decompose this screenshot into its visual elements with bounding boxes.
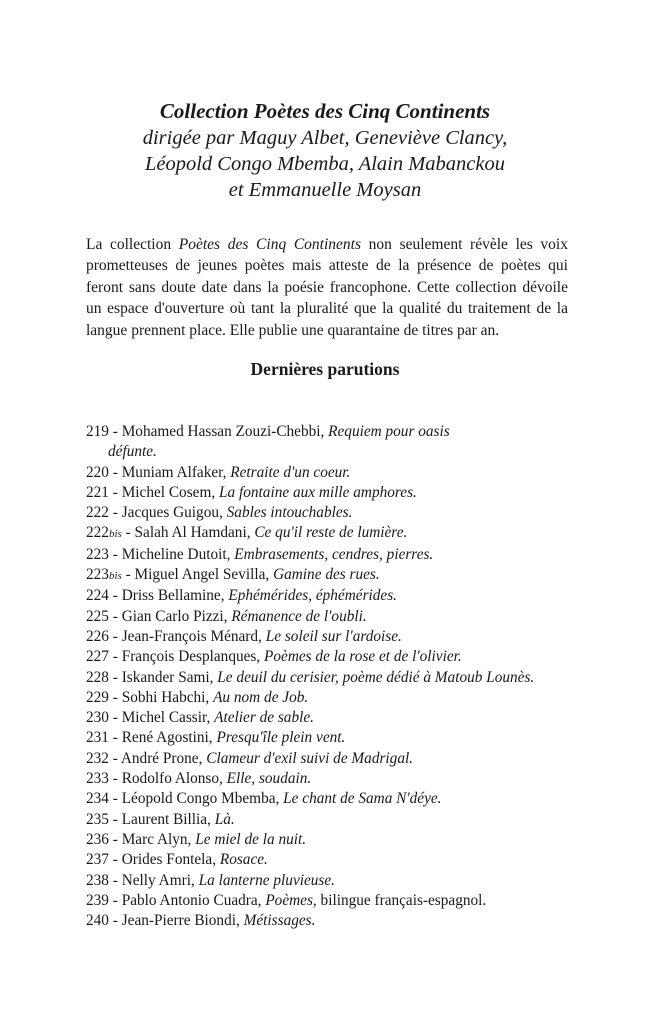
entry-title: Elle, soudain. bbox=[226, 770, 312, 788]
entry-number: 231 bbox=[86, 729, 109, 747]
entry-number: 223 bbox=[86, 545, 109, 563]
entry-number: 227 bbox=[86, 648, 109, 666]
entry-author: Iskander Sami, bbox=[121, 668, 214, 686]
entry-extra: bilingue français-espagnol. bbox=[316, 891, 487, 909]
entry-author: Salah Al Hamdani, bbox=[134, 524, 251, 542]
entry-author: Muniam Alfaker, bbox=[121, 463, 227, 481]
list-item: 226 - Jean-François Ménard, Le soleil sur l'ardoise. bbox=[86, 627, 402, 645]
entry-number: 224 bbox=[86, 587, 109, 605]
entry-title-continuation: défunte. bbox=[108, 443, 157, 461]
entry-number: 237 bbox=[86, 851, 109, 869]
list-item: 225 - Gian Carlo Pizzi, Rémanence de l'oubli. bbox=[86, 607, 367, 625]
entry-title: Ephémérides, éphémérides. bbox=[228, 587, 397, 605]
entry-number: 226 bbox=[86, 627, 109, 645]
entry-number: 239 bbox=[86, 891, 109, 909]
entry-title: Métissages. bbox=[243, 912, 316, 930]
entry-author: Michel Cassir, bbox=[121, 709, 211, 727]
editors-line-2: Léopold Congo Mbemba, Alain Mabanckou bbox=[144, 153, 506, 175]
entry-title: Ce qu'il reste de lumière. bbox=[254, 524, 408, 542]
entry-author: Driss Bellamine, bbox=[121, 587, 225, 605]
collection-description bbox=[86, 234, 568, 342]
entry-author: Mohamed Hassan Zouzi-Chebbi, bbox=[121, 423, 325, 440]
entry-title: Requiem pour oasis bbox=[328, 423, 450, 440]
list-item: 236 - Marc Alyn, Le miel de la nuit. bbox=[86, 830, 307, 848]
entry-author: Sobhi Habchi, bbox=[121, 688, 210, 706]
intro-part-1: La collection bbox=[86, 235, 179, 253]
entry-title: Atelier de sable. bbox=[214, 709, 314, 727]
entry-title: Le miel de la nuit. bbox=[195, 830, 307, 848]
entry-author: Gian Carlo Pizzi, bbox=[121, 607, 228, 625]
entry-number: 228 bbox=[86, 668, 109, 686]
entry-title: Retraite d'un coeur. bbox=[230, 463, 351, 481]
collection-header bbox=[0, 97, 650, 203]
list-item: 220 - Muniam Alfaker, Retraite d'un coeur. bbox=[86, 463, 351, 481]
entry-author: Micheline Dutoit, bbox=[121, 545, 231, 563]
entry-title: Le chant de Sama N'déye. bbox=[283, 790, 442, 808]
list-item: 221 - Michel Cosem, La fontaine aux mille amphores. bbox=[86, 483, 417, 501]
entry-title: Clameur d'exil suivi de Madrigal. bbox=[206, 749, 414, 767]
entry-title: Poèmes de la rose et de l'olivier. bbox=[264, 648, 462, 666]
entry-number: 222 bbox=[86, 504, 109, 522]
entry-author: André Prone, bbox=[120, 749, 203, 767]
editors-line-1: dirigée par Maguy Albet, Geneviève Clancy, bbox=[142, 127, 508, 149]
list-item: 228 - Iskander Sami, Le deuil du cerisier, poème dédié à Matoub Lounès. bbox=[86, 668, 535, 686]
section-title: Dernières parutions bbox=[250, 359, 400, 379]
entry-author: Jean-Pierre Biondi, bbox=[121, 912, 240, 930]
entry-author: Miguel Angel Sevilla, bbox=[134, 566, 270, 584]
list-item: 240 - Jean-Pierre Biondi, Métissages. bbox=[86, 912, 316, 930]
entry-author: Jacques Guigou, bbox=[121, 504, 223, 522]
entry-number: 221 bbox=[86, 483, 109, 501]
entry-bis-suffix: bis bbox=[108, 570, 122, 583]
entry-title: Là. bbox=[214, 810, 235, 828]
entry-number: 234 bbox=[86, 790, 109, 808]
entry-author: Jean-François Ménard, bbox=[121, 627, 262, 645]
entry-number: 222 bbox=[86, 524, 109, 542]
entry-author: Orides Fontela, bbox=[121, 851, 217, 869]
editors-line-3: et Emmanuelle Moysan bbox=[228, 179, 422, 201]
entry-author: Michel Cosem, bbox=[121, 483, 216, 501]
list-item: 233 - Rodolfo Alonso, Elle, soudain. bbox=[86, 770, 312, 788]
list-item: 222bis - Salah Al Hamdani, Ce qu'il reste de lumière. bbox=[86, 524, 408, 542]
entry-title: Le deuil du cerisier, poème dédié à Matoub Lounès. bbox=[217, 668, 535, 686]
entry-title: Gamine des rues. bbox=[273, 566, 380, 584]
entry-author: Nelly Amri, bbox=[121, 871, 195, 889]
list-item: 230 - Michel Cassir, Atelier de sable. bbox=[86, 709, 314, 727]
list-item: 239 - Pablo Antonio Cuadra, Poèmes, bilingue français-espagnol. bbox=[86, 891, 487, 909]
entry-number: 240 bbox=[86, 912, 109, 930]
list-item: 223 - Micheline Dutoit, Embrasements, cendres, pierres. bbox=[86, 545, 434, 563]
entry-bis-suffix: bis bbox=[108, 528, 122, 541]
entry-title: Poèmes, bbox=[265, 891, 317, 909]
entry-author: Laurent Billia, bbox=[121, 810, 211, 828]
entry-author: François Desplanques, bbox=[121, 648, 261, 666]
entry-title: Presqu'île plein vent. bbox=[216, 729, 346, 747]
entry-title: Rosace. bbox=[219, 851, 268, 869]
entry-title: Sables intouchables. bbox=[226, 504, 353, 522]
collection-title: Collection Poètes des Cinq Continents bbox=[159, 99, 491, 123]
entry-title: La fontaine aux mille amphores. bbox=[219, 483, 417, 501]
entry-title: Au nom de Job. bbox=[213, 688, 309, 706]
entry-title: La lanterne pluvieuse. bbox=[198, 871, 335, 889]
list-item: 238 - Nelly Amri, La lanterne pluvieuse. bbox=[86, 871, 335, 889]
list-item: 237 - Orides Fontela, Rosace. bbox=[86, 851, 268, 869]
list-item: 234 - Léopold Congo Mbemba, Le chant de Sama N'déye. bbox=[86, 790, 442, 808]
entry-author: Rodolfo Alonso, bbox=[121, 770, 223, 788]
entry-number: 229 bbox=[86, 688, 109, 706]
entry-number: 230 bbox=[86, 709, 109, 727]
entry-number: 236 bbox=[86, 830, 109, 848]
entry-author: Pablo Antonio Cuadra, bbox=[121, 891, 262, 909]
list-item: 232 - André Prone, Clameur d'exil suivi de Madrigal. bbox=[86, 749, 414, 767]
list-item: 227 - François Desplanques, Poèmes de la rose et de l'olivier. bbox=[86, 648, 462, 666]
entry-number: 238 bbox=[86, 871, 109, 889]
list-item: 223bis - Miguel Angel Sevilla, Gamine des rues. bbox=[86, 566, 380, 584]
entry-number: 235 bbox=[86, 810, 109, 828]
intro-collection-name: Poètes des Cinq Continents bbox=[178, 235, 362, 253]
entry-number: 225 bbox=[86, 607, 109, 625]
list-item: 229 - Sobhi Habchi, Au nom de Job. bbox=[86, 688, 309, 706]
entry-number: 220 bbox=[86, 463, 109, 481]
entry-title: Rémanence de l'oubli. bbox=[231, 607, 367, 625]
entry-title: Le soleil sur l'ardoise. bbox=[265, 627, 402, 645]
publication-list bbox=[86, 422, 568, 931]
list-item: 224 - Driss Bellamine, Ephémérides, éphémérides. bbox=[86, 587, 397, 605]
list-item: 219 - Mohamed Hassan Zouzi-Chebbi, Requiem pour oasis défunte. bbox=[86, 422, 568, 463]
entry-number: 233 bbox=[86, 770, 109, 788]
entry-number: 223 bbox=[86, 566, 109, 584]
entry-number: 232 bbox=[86, 749, 109, 767]
intro-part-2: non seulement révèle les voix prometteuses de jeunes poètes mais atteste de la présence de poètes qui feront sans doute date dans la poésie francophone. Cette collection dévoile un espace d'ouverture où tant la pluralité que la qualité du traitement de la langue prennent place. Elle publie une quarantaine de titres par an. bbox=[86, 235, 568, 339]
entry-author: Léopold Congo Mbemba, bbox=[121, 790, 280, 808]
list-item: 222 - Jacques Guigou, Sables intouchables. bbox=[86, 504, 353, 522]
list-item: 231 - René Agostini, Presqu'île plein vent. bbox=[86, 729, 346, 747]
list-item: 235 - Laurent Billia, Là. bbox=[86, 810, 235, 828]
entry-author: René Agostini, bbox=[121, 729, 213, 747]
entry-title: Embrasements, cendres, pierres. bbox=[234, 545, 434, 563]
entry-author: Marc Alyn, bbox=[121, 830, 192, 848]
entry-number: 219 bbox=[86, 423, 109, 440]
